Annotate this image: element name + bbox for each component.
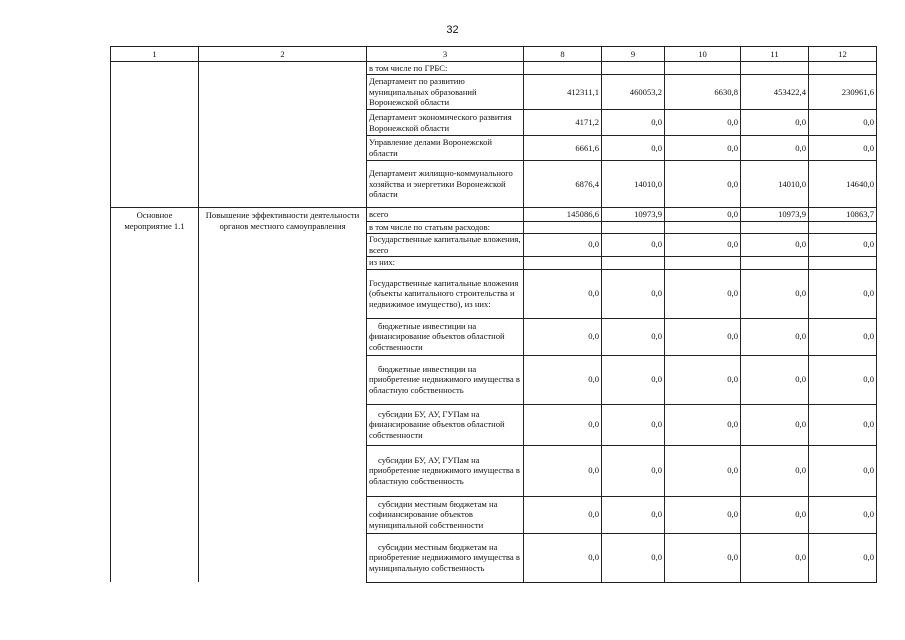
empty-cell bbox=[111, 62, 199, 208]
value-cell: 0,0 bbox=[665, 136, 741, 161]
value-cell: 230961,6 bbox=[809, 75, 877, 110]
value-cell: 10863,7 bbox=[809, 208, 877, 222]
value-cell bbox=[741, 256, 809, 269]
value-cell: 0,0 bbox=[741, 355, 809, 404]
value-cell bbox=[809, 222, 877, 234]
value-cell: 0,0 bbox=[524, 355, 602, 404]
value-cell: 6661,6 bbox=[524, 136, 602, 161]
table-row bbox=[111, 62, 877, 75]
value-cell: 0,0 bbox=[665, 233, 741, 256]
activity-number: Основное мероприятие 1.1 bbox=[111, 208, 199, 583]
value-cell: 0,0 bbox=[665, 533, 741, 582]
empty-cell bbox=[199, 62, 367, 208]
value-cell: 0,0 bbox=[809, 445, 877, 496]
value-cell: 412311,1 bbox=[524, 75, 602, 110]
value-cell: 0,0 bbox=[741, 404, 809, 445]
value-cell: 0,0 bbox=[524, 269, 602, 318]
value-cell bbox=[665, 256, 741, 269]
value-cell: 6630,8 bbox=[665, 75, 741, 110]
row-label: Департамент экономического развития Воронежской области bbox=[367, 110, 524, 136]
value-cell: 0,0 bbox=[602, 233, 665, 256]
header-cell: 3 bbox=[367, 47, 524, 62]
header-cell: 8 bbox=[524, 47, 602, 62]
value-cell: 0,0 bbox=[809, 533, 877, 582]
value-cell: 0,0 bbox=[741, 496, 809, 533]
value-cell: 0,0 bbox=[741, 318, 809, 355]
value-cell: 0,0 bbox=[809, 136, 877, 161]
value-cell: 0,0 bbox=[809, 355, 877, 404]
value-cell bbox=[602, 256, 665, 269]
row-label: Департамент жилищно-коммунального хозяйства и энергетики Воронежской области bbox=[367, 161, 524, 208]
value-cell bbox=[809, 62, 877, 75]
value-cell: 14010,0 bbox=[741, 161, 809, 208]
row-label: всего bbox=[367, 208, 524, 222]
value-cell: 0,0 bbox=[741, 533, 809, 582]
value-cell: 0,0 bbox=[665, 318, 741, 355]
value-cell: 0,0 bbox=[741, 233, 809, 256]
row-label: Государственные капитальные вложения, всего bbox=[367, 233, 524, 256]
value-cell: 0,0 bbox=[809, 318, 877, 355]
header-cell: 2 bbox=[199, 47, 367, 62]
value-cell: 460053,2 bbox=[602, 75, 665, 110]
value-cell bbox=[665, 222, 741, 234]
value-cell: 14010,0 bbox=[602, 161, 665, 208]
table-row bbox=[111, 208, 877, 222]
header-cell: 12 bbox=[809, 47, 877, 62]
row-label: в том числе по ГРБС: bbox=[367, 62, 524, 75]
value-cell: 6876,4 bbox=[524, 161, 602, 208]
value-cell: 0,0 bbox=[809, 269, 877, 318]
row-label: бюджетные инвестиции на приобретение недвижимого имущества в областную собственность bbox=[367, 355, 524, 404]
value-cell: 0,0 bbox=[809, 404, 877, 445]
value-cell: 0,0 bbox=[741, 110, 809, 136]
value-cell: 0,0 bbox=[665, 404, 741, 445]
value-cell bbox=[602, 222, 665, 234]
value-cell: 0,0 bbox=[602, 110, 665, 136]
row-label: субсидии местным бюджетам на софинансирование объектов муниципальной собственности bbox=[367, 496, 524, 533]
row-label: субсидии местным бюджетам на приобретение недвижимого имущества в муниципальную собственность bbox=[367, 533, 524, 582]
row-label: Управление делами Воронежской области bbox=[367, 136, 524, 161]
value-cell: 0,0 bbox=[524, 404, 602, 445]
activity-name: Повышение эффективности деятельности органов местного самоуправления bbox=[199, 208, 367, 583]
header-row bbox=[111, 47, 877, 62]
value-cell bbox=[524, 222, 602, 234]
header-cell: 1 bbox=[111, 47, 199, 62]
value-cell: 0,0 bbox=[741, 136, 809, 161]
value-cell: 10973,9 bbox=[602, 208, 665, 222]
value-cell bbox=[524, 62, 602, 75]
row-label: Департамент по развитию муниципальных образований Воронежской области bbox=[367, 75, 524, 110]
value-cell bbox=[665, 62, 741, 75]
value-cell: 0,0 bbox=[809, 496, 877, 533]
value-cell: 0,0 bbox=[602, 445, 665, 496]
header-cell: 11 bbox=[741, 47, 809, 62]
value-cell: 0,0 bbox=[524, 233, 602, 256]
value-cell: 10973,9 bbox=[741, 208, 809, 222]
row-label: Государственные капитальные вложения (объекты капитального строительства и недвижимое имущество), из них: bbox=[367, 269, 524, 318]
value-cell bbox=[741, 62, 809, 75]
value-cell: 0,0 bbox=[602, 269, 665, 318]
row-label: бюджетные инвестиции на финансирование объектов областной собственности bbox=[367, 318, 524, 355]
value-cell: 0,0 bbox=[741, 269, 809, 318]
value-cell: 0,0 bbox=[602, 318, 665, 355]
value-cell bbox=[602, 62, 665, 75]
page-number: 32 bbox=[446, 24, 459, 36]
budget-table bbox=[110, 46, 877, 583]
value-cell: 0,0 bbox=[741, 445, 809, 496]
value-cell: 0,0 bbox=[665, 355, 741, 404]
value-cell: 0,0 bbox=[809, 110, 877, 136]
value-cell: 0,0 bbox=[524, 533, 602, 582]
value-cell: 0,0 bbox=[524, 445, 602, 496]
value-cell bbox=[524, 256, 602, 269]
row-label: в том числе по статьям расходов: bbox=[367, 222, 524, 234]
value-cell: 0,0 bbox=[665, 161, 741, 208]
value-cell bbox=[809, 256, 877, 269]
row-label: субсидии БУ, АУ, ГУПам на приобретение недвижимого имущества в областную собственность bbox=[367, 445, 524, 496]
header-cell: 9 bbox=[602, 47, 665, 62]
value-cell: 145086,6 bbox=[524, 208, 602, 222]
value-cell: 14640,0 bbox=[809, 161, 877, 208]
value-cell: 453422,4 bbox=[741, 75, 809, 110]
value-cell bbox=[741, 222, 809, 234]
value-cell: 0,0 bbox=[809, 233, 877, 256]
value-cell: 0,0 bbox=[602, 404, 665, 445]
value-cell: 4171,2 bbox=[524, 110, 602, 136]
value-cell: 0,0 bbox=[602, 136, 665, 161]
value-cell: 0,0 bbox=[602, 533, 665, 582]
value-cell: 0,0 bbox=[602, 355, 665, 404]
row-label: субсидии БУ, АУ, ГУПам на финансирование объектов областной собственности bbox=[367, 404, 524, 445]
value-cell: 0,0 bbox=[665, 445, 741, 496]
value-cell: 0,0 bbox=[665, 110, 741, 136]
value-cell: 0,0 bbox=[665, 269, 741, 318]
row-label: из них: bbox=[367, 256, 524, 269]
value-cell: 0,0 bbox=[665, 496, 741, 533]
value-cell: 0,0 bbox=[524, 318, 602, 355]
value-cell: 0,0 bbox=[665, 208, 741, 222]
value-cell: 0,0 bbox=[524, 496, 602, 533]
value-cell: 0,0 bbox=[602, 496, 665, 533]
header-cell: 10 bbox=[665, 47, 741, 62]
